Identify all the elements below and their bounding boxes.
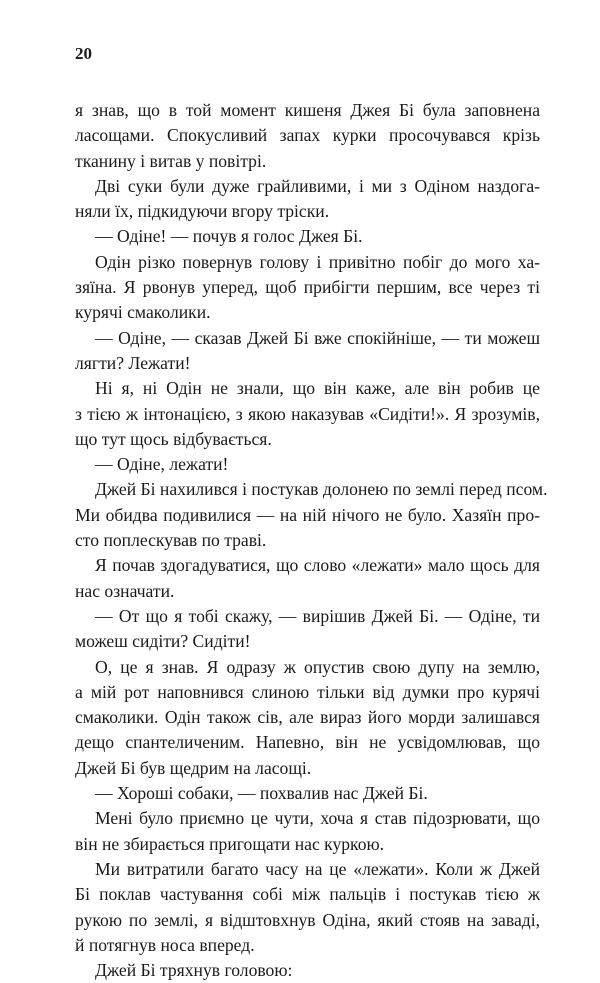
text-line: а мій рот наповнився слиною тільки від думки про курячі bbox=[75, 681, 540, 702]
text-line: й потягнув носа вперед. bbox=[75, 934, 255, 955]
text-line: — Одіне, лежати! bbox=[95, 454, 229, 475]
text-line: Джей Бі був щедрим на ласощі. bbox=[75, 757, 312, 778]
text-line: — Одіне! — почув я голос Джея Бі. bbox=[95, 226, 363, 247]
text-line: Джей Бі тряхнув головою: bbox=[95, 960, 293, 981]
text-line: — От що я тобі скажу, — вирішив Джей Бі. — Одіне, ти bbox=[95, 605, 540, 626]
text-line: з тією ж інтонацією, з якою наказував «Сидіти!». Я зрозумів, bbox=[75, 403, 540, 424]
text-line: Я почав здогадуватися, що слово «лежати» мало щось для bbox=[95, 555, 540, 576]
text-line: дещо спантеличеним. Напевно, він не усвідомлював, що bbox=[75, 732, 540, 753]
text-line: сто поплескував по траві. bbox=[75, 530, 267, 551]
text-line: Ні я, ні Одін не знали, що він каже, але він робив це bbox=[95, 378, 540, 399]
text-line: Ми витратили багато часу на це «лежати». Коли ж Джей bbox=[95, 858, 540, 879]
text-line: нас означати. bbox=[75, 580, 175, 601]
text-line: Мені було приємно це чути, хоча я став підозрювати, що bbox=[95, 808, 540, 829]
page-number: 20 bbox=[75, 44, 92, 63]
text-line: Одін різко повернув голову і привітно побіг до мого ха- bbox=[95, 251, 540, 272]
text-line: смаколики. Одін також сів, але вираз його морди залишався bbox=[75, 707, 540, 728]
body-text bbox=[75, 98, 548, 983]
text-line: зяїна. Я рвонув уперед, щоб прибігти першим, все через ті bbox=[75, 277, 540, 298]
text-line: Ми обидва подивилися — на ній нічого не було. Хазяїн про- bbox=[75, 504, 540, 525]
text-line: Джей Бі нахилився і постукав долонею по землі перед псом. bbox=[95, 479, 548, 500]
text-line: — Хороші собаки, — похвалив нас Джей Бі. bbox=[95, 783, 428, 804]
text-line: ласощами. Спокусливий запах курки просочувався крізь bbox=[75, 125, 540, 146]
text-line: тканину і витав у повітрі. bbox=[75, 150, 267, 171]
text-line: що тут щось відбувається. bbox=[75, 428, 272, 449]
text-line: О, це я знав. Я одразу ж опустив свою дупу на землю, bbox=[95, 656, 540, 677]
text-line: рукою по землі, я відштовхнув Одіна, який стояв на заваді, bbox=[75, 909, 540, 930]
text-line: Бі поклав частування собі між пальців і постукав тією ж bbox=[75, 884, 540, 905]
text-line: лягти? Лежати! bbox=[75, 352, 191, 373]
text-line: няли їх, підкидуючи вгору тріски. bbox=[75, 201, 330, 222]
text-line: можеш сидіти? Сидіти! bbox=[75, 631, 251, 652]
text-line: я знав, що в той момент кишеня Джея Бі була заповнена bbox=[75, 100, 540, 120]
text-line: він не збирається пригощати нас куркою. bbox=[75, 833, 385, 854]
text-line: курячі смаколики. bbox=[75, 302, 211, 323]
text-line: Дві суки були дуже грайливими, і ми з Одіном наздога- bbox=[95, 175, 540, 196]
text-line: — Одіне, — сказав Джей Бі вже спокійніше, — ти можеш bbox=[95, 327, 540, 348]
